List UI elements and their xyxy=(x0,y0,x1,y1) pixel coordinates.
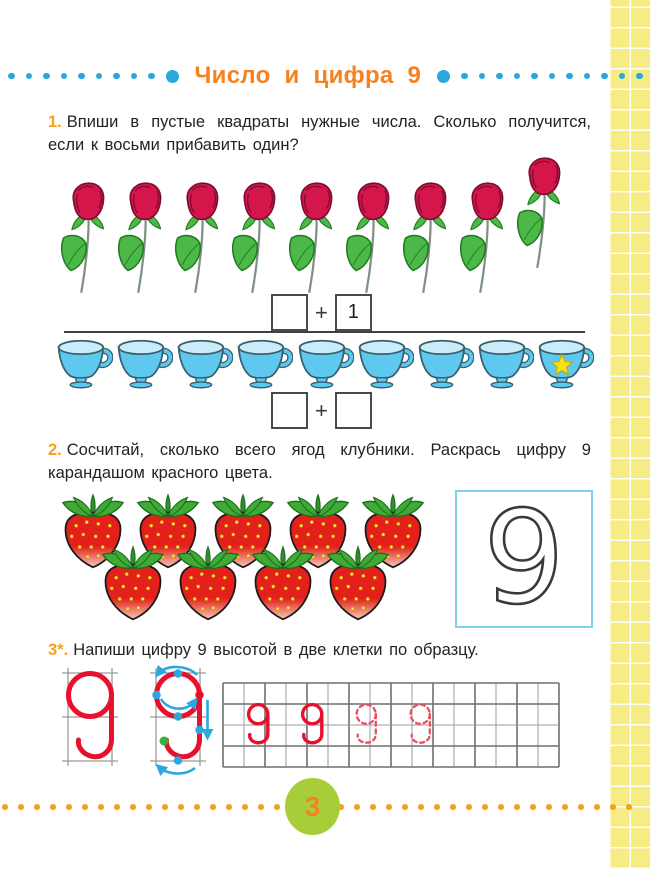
sum-top-right-value: 1 xyxy=(347,301,359,323)
task-2-text: Сосчитай, сколько всего ягод клубники. Раскрась цифру 9 карандашом красного цвета. xyxy=(48,441,591,482)
task-3 xyxy=(48,639,591,662)
rose-icon xyxy=(115,178,167,298)
rose-icon xyxy=(457,178,509,298)
rose-icon xyxy=(400,178,452,298)
strawberries-group xyxy=(52,492,428,622)
rose-icon xyxy=(172,178,224,298)
sum-bottom-left-box[interactable] xyxy=(271,392,308,429)
plus-sign-bottom: + xyxy=(315,397,328,423)
divider-line xyxy=(64,331,585,333)
decorative-grid-strip xyxy=(609,0,650,869)
page-header xyxy=(0,62,650,90)
task-1-number: 1. xyxy=(48,113,62,131)
teacup-icon xyxy=(236,336,293,391)
teacup-icon xyxy=(176,336,233,391)
practice-grid[interactable] xyxy=(222,682,560,772)
teacup-icon xyxy=(417,336,474,391)
header-big-dot-right xyxy=(437,70,450,83)
outline-digit-9 xyxy=(457,492,591,626)
task-3-number: 3*. xyxy=(48,641,69,659)
rose-icon xyxy=(286,178,338,298)
digit-9-coloring-box[interactable] xyxy=(455,490,593,628)
sum-row-top xyxy=(271,294,372,331)
page-number: 3 xyxy=(304,790,321,822)
practice-digits xyxy=(249,705,430,743)
task-2-number: 2. xyxy=(48,441,62,459)
teacup-icon xyxy=(116,336,173,391)
rose-icon xyxy=(58,178,110,298)
strawberry-icon xyxy=(173,544,243,622)
task-3-text: Напиши цифру 9 высотой в две клетки по образцу. xyxy=(73,641,479,659)
teacup-icon xyxy=(56,336,113,391)
task-2 xyxy=(48,439,591,485)
task-1 xyxy=(48,111,591,157)
page-title: Число и цифра 9 xyxy=(194,62,422,89)
teacup-icon xyxy=(477,336,534,391)
rose-icon xyxy=(229,178,281,298)
cups-row xyxy=(56,336,594,391)
roses-row xyxy=(58,172,566,298)
page-number-badge xyxy=(285,778,340,835)
digit-writing-example xyxy=(60,666,222,784)
sum-bottom-right-box[interactable] xyxy=(335,392,372,429)
sum-row-bottom xyxy=(271,392,372,429)
sum-top-right-box[interactable] xyxy=(335,294,372,331)
task-1-text: Впиши в пустые квадраты нужные числа. Сколько получится, если к восьми прибавить один? xyxy=(48,113,591,154)
sum-top-left-box[interactable] xyxy=(271,294,308,331)
teacup-icon xyxy=(537,336,594,391)
teacup-icon xyxy=(297,336,354,391)
rose-icon xyxy=(343,178,395,298)
header-big-dot-left xyxy=(166,70,179,83)
strawberry-icon xyxy=(98,544,168,622)
strawberry-row-2 xyxy=(98,544,428,622)
svg-text:9: 9 xyxy=(483,492,565,626)
strawberry-icon xyxy=(323,544,393,622)
plus-sign-top: + xyxy=(315,299,328,325)
teacup-icon xyxy=(357,336,414,391)
strawberry-icon xyxy=(248,544,318,622)
rose-icon xyxy=(514,153,566,273)
header-dots-right xyxy=(461,73,650,80)
header-dots-left xyxy=(8,73,155,80)
practice-grid-lines xyxy=(223,683,559,767)
